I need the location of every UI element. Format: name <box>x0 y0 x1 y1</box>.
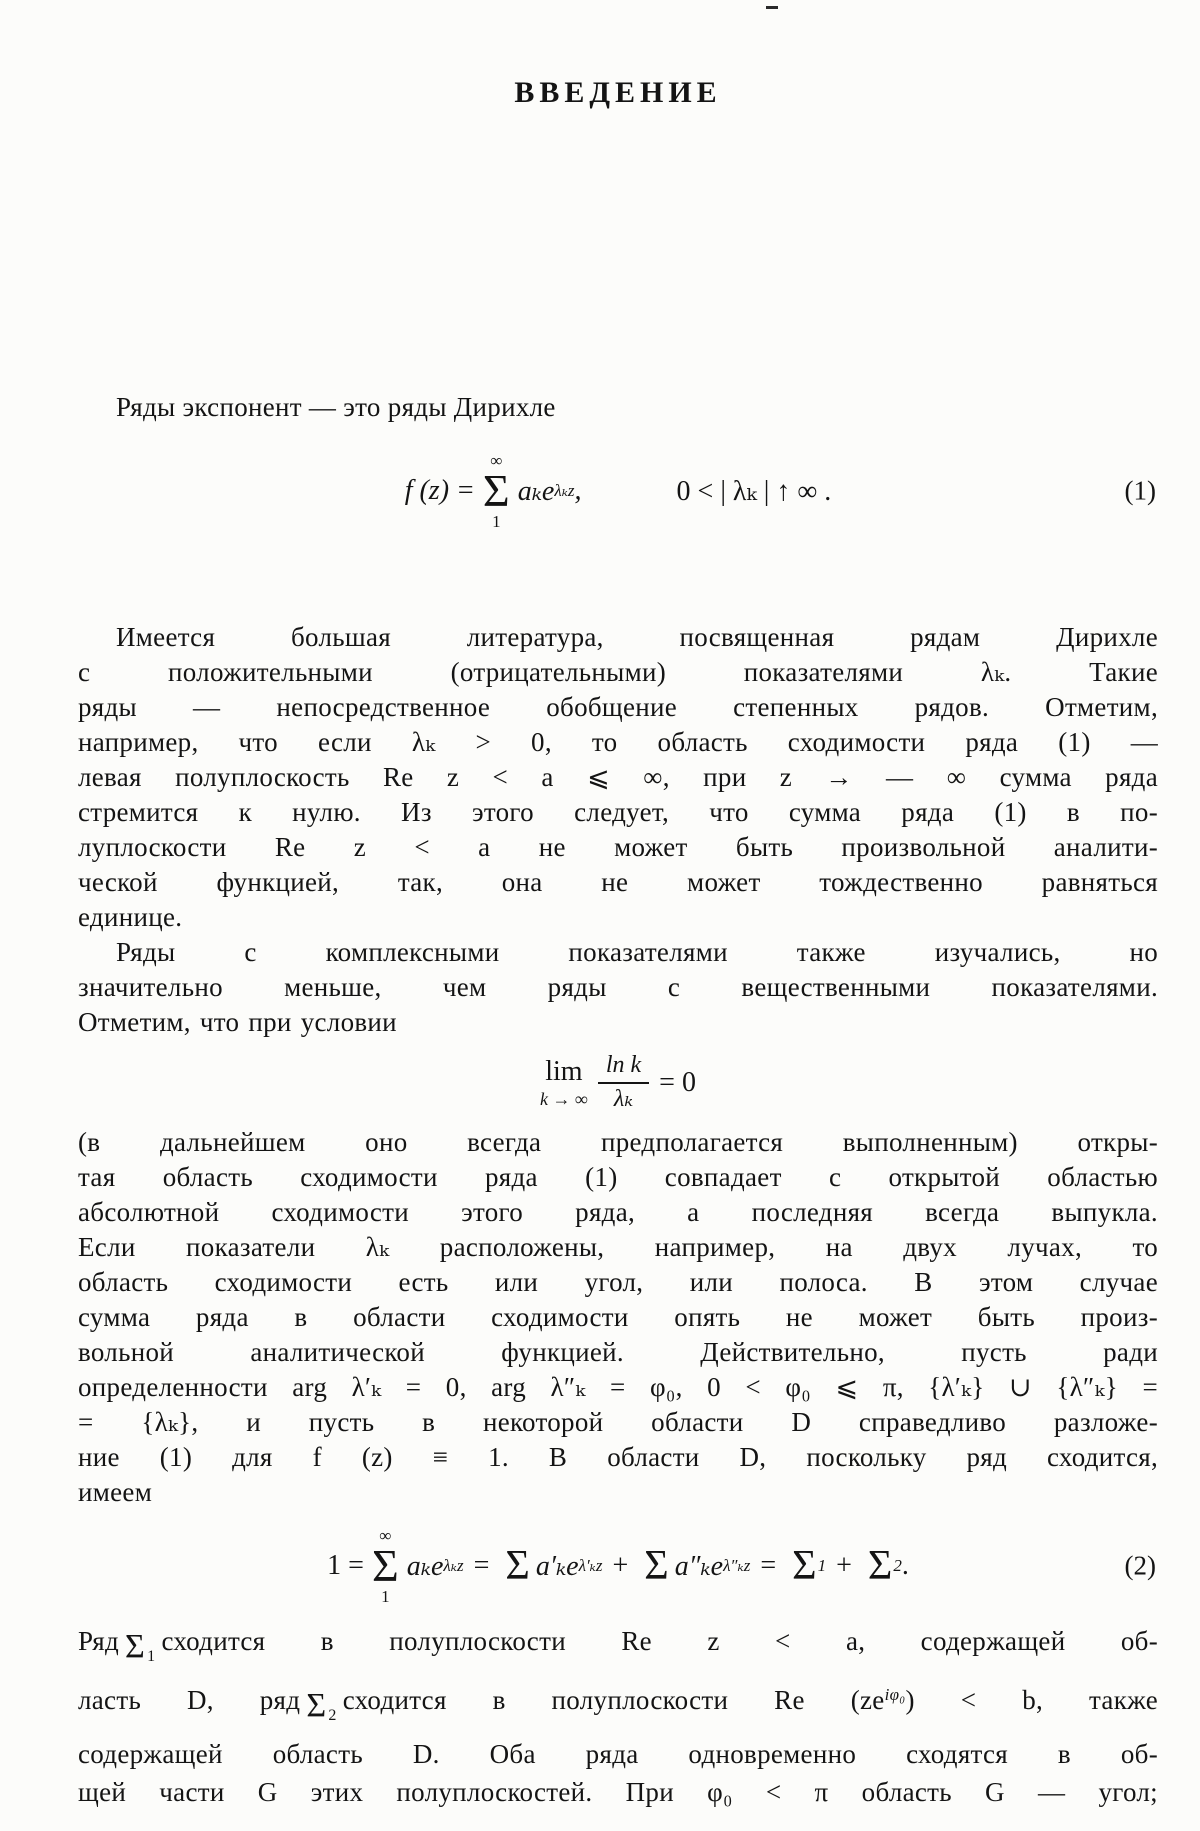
paragraph-3 <box>78 1125 1158 1510</box>
sigma-subscript: 1 <box>817 1556 827 1575</box>
body-line: с положительными (отрицательными) показателями λₖ. Такие <box>78 657 1158 687</box>
body-line: область сходимости есть или угол, или полоса. В этом случае <box>78 1267 1158 1297</box>
formula-1-sum <box>483 452 510 530</box>
formula-lim <box>78 1040 1158 1125</box>
body-line: ческой функцией, так, она не может тождественно равняться <box>78 867 1158 897</box>
formula-2-exp-3: λ″ₖz <box>723 1556 751 1575</box>
formula-1-term: aₖe <box>517 476 555 507</box>
sigma-symbol: Σ <box>371 1540 399 1592</box>
sum-upper-limit: ∞ <box>490 451 503 471</box>
equals-sign: = <box>760 1550 777 1581</box>
formula-2-term-1: aₖe <box>406 1551 444 1582</box>
formula-1-exponent: λₖz <box>554 481 575 500</box>
body-line <box>78 1622 1158 1676</box>
sigma-symbol: Σ <box>644 1543 669 1589</box>
body-line: Если показатели λₖ расположены, например, на двух лучах, то <box>78 1232 1158 1262</box>
body-line: Ряды с комплексными показателями также изучались, но <box>116 937 1158 967</box>
plus-sign: + <box>836 1550 852 1581</box>
body-line: единице. <box>78 902 183 932</box>
formula-2-term-3: a″ₖe <box>674 1551 724 1582</box>
line-text: сходится в полуплоскости Re (ze <box>342 1685 885 1715</box>
formula-2-term-2: a′ₖe <box>535 1551 579 1582</box>
sum-lower-limit: 1 <box>492 511 501 531</box>
formula-2-exp-1: λₖz <box>443 1556 464 1575</box>
body-line: сумма ряда в области сходимости опять не может быть произ- <box>78 1302 1158 1332</box>
body-line: абсолютной сходимости этого ряда, а последняя всегда выпукла. <box>78 1197 1158 1227</box>
body-line: Имеется большая литература, посвященная рядам Дирихле <box>116 622 1158 652</box>
body-line: определенности arg λ′ₖ = 0, arg λ″ₖ = φ₀, 0 < φ₀ ⩽ π, {λ′ₖ} ∪ {λ″ₖ} = <box>78 1372 1158 1402</box>
paragraph-1 <box>78 620 1158 935</box>
sigma-symbol: Σ <box>505 1543 530 1589</box>
body-line: стремится к нулю. Из этого следует, что сумма ряда (1) в по- <box>78 797 1158 827</box>
body-line: (в дальнейшем оно всегда предполагается выполненным) откры- <box>78 1127 1158 1157</box>
sigma-symbol: Σ <box>482 465 510 517</box>
body-line: вольной аналитической функцией. Действительно, пусть ради <box>78 1337 1158 1367</box>
page-content <box>78 0 1158 1811</box>
body-line: Отметим, что при условии <box>78 1007 397 1037</box>
formula-2 <box>78 1510 1158 1622</box>
line-text: сходится в полуплоскости Re z < a, содержащей об- <box>161 1626 1158 1656</box>
fraction-denominator: λₖ <box>613 1085 634 1112</box>
equals-sign: = <box>473 1550 490 1581</box>
sum-lower-limit: 1 <box>381 1586 390 1606</box>
sum-upper-limit: ∞ <box>379 1526 392 1546</box>
body-line <box>78 1676 1158 1735</box>
sigma-subscript: 2 <box>328 1707 337 1724</box>
section-title: ВВЕДЕНИЕ <box>514 76 722 109</box>
body-line: например, что если λₖ > 0, то область сходимости ряда (1) — <box>78 727 1158 757</box>
fraction-numerator: ln k <box>598 1053 649 1083</box>
lim-fraction <box>598 1053 649 1111</box>
body-line: значительно меньше, чем ряды с вещественными показателями. <box>78 972 1158 1002</box>
formula-1-comma: , <box>574 475 582 506</box>
body-line: ние (1) для f (z) ≡ 1. В области D, поскольку ряд сходится, <box>78 1442 1158 1472</box>
body-line: луплоскости Re z < a не может быть произвольной аналити- <box>78 832 1158 862</box>
body-line: имеем <box>78 1477 153 1507</box>
sigma-symbol: Σ <box>125 1628 146 1665</box>
formula-2-period: . <box>901 1550 909 1581</box>
paragraph-2 <box>78 935 1158 1040</box>
sigma-symbol: Σ <box>792 1543 817 1589</box>
sigma-symbol: Σ <box>867 1543 893 1589</box>
formula-1-lhs: f (z) = <box>404 475 475 506</box>
body-line: щей части G этих полуплоскостей. При φ₀ < π область G — угол; <box>78 1777 1158 1807</box>
formula-2-lhs: 1 = <box>327 1550 364 1581</box>
formula-1-condition: 0 < | λₖ | ↑ ∞ . <box>676 476 832 507</box>
body-line: содержащей область D. Оба ряда одновременно сходятся в об- <box>78 1739 1158 1769</box>
line-text: Ряд <box>78 1626 120 1656</box>
lim-operator <box>540 1055 588 1109</box>
sigma-subscript: 1 <box>147 1648 156 1665</box>
lim-word: lim <box>545 1055 583 1087</box>
exponent-text: iφ₀ <box>884 1685 906 1704</box>
sigma-subscript: 2 <box>893 1556 902 1575</box>
body-line: тая область сходимости ряда (1) совпадает с открытой областью <box>78 1162 1158 1192</box>
body-line: ряды — непосредственное обобщение степенных рядов. Отметим, <box>78 692 1158 722</box>
paragraph-4 <box>78 1622 1158 1811</box>
intro-line: Ряды экспонент — это ряды Дирихле <box>116 392 556 422</box>
formula-2-exp-2: λ′ₖz <box>578 1556 603 1575</box>
lim-subscript: k → ∞ <box>540 1088 588 1109</box>
formula-1 <box>78 441 1158 541</box>
line-text: ) < b, также <box>905 1685 1158 1715</box>
lim-rhs: = 0 <box>659 1066 696 1098</box>
body-line: = {λₖ}, и пусть в некоторой области D справедливо разложе- <box>78 1407 1158 1437</box>
line-text: ласть D, ряд <box>78 1685 301 1715</box>
formula-2-sum <box>372 1527 399 1605</box>
plus-sign: + <box>612 1550 629 1581</box>
sigma-symbol: Σ <box>306 1687 327 1724</box>
equation-number-2: (2) <box>1124 1550 1156 1581</box>
equation-number-1: (1) <box>1124 475 1156 506</box>
body-line: левая полуплоскость Re z < a ⩽ ∞, при z → — ∞ сумма ряда <box>78 762 1158 792</box>
